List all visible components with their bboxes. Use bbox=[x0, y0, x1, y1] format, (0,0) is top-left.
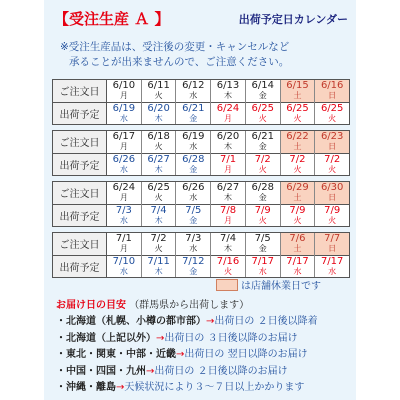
header bbox=[44, 8, 356, 28]
day-column bbox=[280, 80, 315, 124]
ship-date-cell bbox=[142, 103, 176, 124]
order-date-cell bbox=[176, 131, 210, 154]
ship-date-cell bbox=[211, 103, 245, 124]
ship-date-cell bbox=[107, 256, 141, 277]
delivery-item bbox=[56, 364, 356, 381]
order-date: 6/15 bbox=[286, 80, 309, 91]
ship-date-cell bbox=[142, 256, 176, 277]
order-date-cell bbox=[246, 233, 280, 256]
order-date-label: ご注文日 bbox=[53, 182, 106, 204]
order-date-cell bbox=[281, 182, 315, 205]
ship-date: 7/2 bbox=[254, 153, 271, 165]
order-weekday: 月 bbox=[119, 142, 128, 151]
ship-date-label: 出荷予定 bbox=[53, 102, 106, 125]
ship-date: 6/25 bbox=[251, 102, 274, 114]
ship-weekday: 木 bbox=[154, 113, 163, 123]
order-date: 7/1 bbox=[115, 233, 132, 244]
delivery-item bbox=[56, 331, 356, 348]
row-labels bbox=[53, 131, 107, 175]
page-subtitle: 出荷予定日カレンダー bbox=[238, 13, 348, 26]
legend bbox=[216, 277, 321, 292]
ship-weekday: 月 bbox=[224, 215, 233, 225]
ship-date: 6/27 bbox=[147, 153, 170, 165]
ship-date-cell bbox=[176, 256, 210, 277]
delivery-list bbox=[56, 314, 356, 397]
ship-date-cell bbox=[246, 205, 280, 226]
ship-date-cell bbox=[315, 256, 349, 277]
ship-date-cell bbox=[281, 256, 315, 277]
ship-date-cell bbox=[107, 103, 141, 124]
delivery-region: ・北海道（上記以外） bbox=[56, 332, 156, 344]
notice-line-2: 承ることが出来ませんので、ご注意ください。 bbox=[69, 56, 290, 68]
ship-weekday: 金 bbox=[189, 215, 198, 225]
ship-date-cell bbox=[176, 205, 210, 226]
delivery-title-note: （群馬県から出荷します） bbox=[129, 300, 250, 311]
delivery-region: ・沖縄・離島 bbox=[56, 382, 116, 393]
ship-weekday: 水 bbox=[293, 266, 302, 276]
order-weekday: 土 bbox=[293, 142, 302, 151]
order-weekday: 火 bbox=[154, 193, 163, 202]
ship-weekday: 火 bbox=[328, 215, 337, 225]
order-date-cell bbox=[142, 131, 176, 154]
order-date: 6/16 bbox=[320, 80, 344, 91]
page-title: 【受注生産 Ａ 】 bbox=[54, 10, 170, 28]
ship-weekday: 火 bbox=[328, 113, 337, 123]
ship-date: 6/28 bbox=[182, 153, 205, 165]
calendar-page bbox=[44, 0, 356, 400]
order-weekday: 金 bbox=[258, 193, 267, 202]
order-weekday: 水 bbox=[189, 244, 198, 253]
order-date: 7/3 bbox=[185, 233, 202, 244]
order-date-label: ご注文日 bbox=[53, 131, 106, 153]
ship-date: 6/21 bbox=[182, 102, 205, 114]
order-date-cell bbox=[315, 80, 349, 103]
order-date-cell bbox=[176, 233, 210, 256]
order-date-cell bbox=[142, 80, 176, 103]
day-column bbox=[245, 131, 280, 175]
ship-date-cell bbox=[107, 154, 141, 175]
order-date: 7/6 bbox=[289, 233, 306, 244]
day-column bbox=[107, 131, 141, 175]
day-column bbox=[107, 80, 141, 124]
order-date-cell bbox=[315, 131, 349, 154]
notice bbox=[60, 40, 350, 70]
day-column bbox=[210, 182, 245, 226]
order-weekday: 木 bbox=[224, 193, 233, 202]
ship-date-cell bbox=[176, 154, 210, 175]
legend-text: は店舗休業日です bbox=[241, 281, 321, 292]
delivery-title-main: お届け日の目安 bbox=[56, 300, 126, 311]
order-weekday: 金 bbox=[258, 142, 267, 151]
order-weekday: 火 bbox=[154, 91, 163, 100]
order-weekday: 木 bbox=[224, 91, 233, 100]
day-column bbox=[175, 182, 210, 226]
ship-weekday: 月 bbox=[224, 113, 233, 123]
ship-weekday: 火 bbox=[293, 215, 302, 225]
order-date-cell bbox=[107, 80, 141, 103]
order-date-cell bbox=[315, 182, 349, 205]
ship-date: 7/8 bbox=[219, 204, 237, 216]
order-date-cell bbox=[281, 80, 315, 103]
day-column bbox=[280, 131, 315, 175]
ship-weekday: 水 bbox=[119, 266, 128, 276]
order-weekday: 水 bbox=[189, 193, 198, 202]
arrow-icon: → bbox=[176, 349, 185, 360]
order-weekday: 日 bbox=[328, 193, 337, 202]
ship-date: 7/9 bbox=[289, 204, 306, 216]
ship-weekday: 火 bbox=[224, 266, 233, 276]
ship-weekday: 火 bbox=[328, 164, 337, 174]
order-weekday: 土 bbox=[293, 91, 302, 100]
ship-date: 7/17 bbox=[286, 255, 309, 267]
ship-weekday: 金 bbox=[189, 113, 198, 123]
order-date: 7/2 bbox=[150, 233, 167, 244]
day-column bbox=[314, 80, 349, 124]
order-date: 6/28 bbox=[251, 182, 274, 193]
day-column bbox=[210, 131, 245, 175]
ship-date-label: 出荷予定 bbox=[53, 204, 106, 227]
order-weekday: 月 bbox=[119, 244, 128, 253]
day-column bbox=[107, 233, 141, 277]
arrow-icon: → bbox=[206, 316, 215, 327]
ship-date: 6/25 bbox=[320, 102, 344, 114]
order-date-cell bbox=[142, 233, 176, 256]
order-date: 6/26 bbox=[182, 182, 205, 193]
row-labels bbox=[53, 233, 107, 277]
order-date-label: ご注文日 bbox=[53, 233, 106, 255]
delivery-desc: 天候状況により３～７日以上かかります bbox=[124, 382, 305, 393]
order-date: 6/19 bbox=[182, 131, 205, 142]
day-column bbox=[210, 80, 245, 124]
order-date: 6/11 bbox=[147, 80, 170, 91]
calendar-week bbox=[52, 181, 350, 227]
ship-date: 7/1 bbox=[219, 153, 237, 165]
delivery-desc: 出荷日の ２日後以降のお届け bbox=[154, 365, 288, 377]
ship-date-cell bbox=[211, 154, 245, 175]
order-date-label: ご注文日 bbox=[53, 80, 106, 102]
ship-weekday: 火 bbox=[293, 164, 302, 174]
ship-date: 7/17 bbox=[320, 255, 344, 267]
order-date: 6/27 bbox=[216, 182, 240, 193]
arrow-icon: → bbox=[146, 365, 155, 377]
ship-date-cell bbox=[246, 103, 280, 124]
calendar-week bbox=[52, 232, 350, 278]
order-weekday: 火 bbox=[154, 244, 163, 253]
delivery-item bbox=[56, 314, 356, 331]
delivery-desc: 出荷日の 翌日以降のお届け bbox=[184, 349, 308, 360]
delivery-desc: 出荷日の ２日後以降着 bbox=[214, 316, 318, 327]
ship-weekday: 水 bbox=[119, 164, 128, 174]
ship-date: 7/16 bbox=[216, 255, 240, 267]
order-weekday: 水 bbox=[189, 142, 198, 151]
day-column bbox=[314, 182, 349, 226]
order-date: 6/24 bbox=[112, 182, 136, 193]
delivery-region: ・中国・四国・九州 bbox=[56, 365, 146, 377]
ship-weekday: 金 bbox=[189, 164, 198, 174]
delivery-region: ・東北・関東・中部・近畿 bbox=[56, 349, 176, 360]
ship-date-cell bbox=[176, 103, 210, 124]
order-weekday: 金 bbox=[258, 244, 267, 253]
ship-date-cell bbox=[211, 256, 245, 277]
ship-date-cell bbox=[246, 256, 280, 277]
order-weekday: 土 bbox=[293, 244, 302, 253]
order-weekday: 木 bbox=[224, 142, 233, 151]
order-date-cell bbox=[315, 233, 349, 256]
ship-date: 7/10 bbox=[112, 255, 136, 267]
order-date-cell bbox=[281, 131, 315, 154]
ship-date: 6/26 bbox=[112, 153, 136, 165]
order-date-cell bbox=[211, 233, 245, 256]
ship-date: 6/24 bbox=[216, 102, 240, 114]
day-column bbox=[141, 182, 176, 226]
order-date: 6/21 bbox=[251, 131, 274, 142]
day-column bbox=[280, 233, 315, 277]
order-date-cell bbox=[246, 131, 280, 154]
order-date: 6/20 bbox=[216, 131, 240, 142]
order-date-cell bbox=[211, 131, 245, 154]
ship-date-label: 出荷予定 bbox=[53, 255, 106, 278]
order-date: 6/30 bbox=[320, 182, 344, 193]
ship-date: 6/25 bbox=[286, 102, 309, 114]
day-column bbox=[141, 131, 176, 175]
ship-weekday: 木 bbox=[154, 164, 163, 174]
order-weekday: 火 bbox=[154, 142, 163, 151]
order-date: 7/4 bbox=[219, 233, 237, 244]
order-weekday: 金 bbox=[258, 91, 267, 100]
order-date-cell bbox=[176, 182, 210, 205]
order-weekday: 木 bbox=[224, 244, 233, 253]
order-date-cell bbox=[211, 80, 245, 103]
order-weekday: 月 bbox=[119, 193, 128, 202]
ship-date: 6/19 bbox=[112, 102, 136, 114]
arrow-icon: → bbox=[156, 332, 165, 344]
ship-date-cell bbox=[107, 205, 141, 226]
order-date-cell bbox=[107, 233, 141, 256]
order-date: 6/10 bbox=[112, 80, 136, 91]
ship-date: 7/12 bbox=[182, 255, 205, 267]
day-column bbox=[175, 233, 210, 277]
ship-date: 7/17 bbox=[251, 255, 274, 267]
order-date: 7/7 bbox=[324, 233, 341, 244]
order-date-cell bbox=[246, 80, 280, 103]
day-column bbox=[141, 233, 176, 277]
order-date: 7/5 bbox=[254, 233, 271, 244]
ship-date: 6/20 bbox=[147, 102, 170, 114]
ship-date-cell bbox=[281, 205, 315, 226]
order-weekday: 日 bbox=[328, 91, 337, 100]
calendar-week bbox=[52, 79, 350, 125]
ship-date-cell bbox=[315, 205, 349, 226]
order-date: 6/23 bbox=[320, 131, 344, 142]
row-labels bbox=[53, 80, 107, 124]
ship-weekday: 木 bbox=[154, 266, 163, 276]
ship-weekday: 水 bbox=[119, 215, 128, 225]
delivery-item bbox=[56, 380, 356, 397]
ship-date: 7/11 bbox=[147, 255, 170, 267]
ship-date: 7/2 bbox=[289, 153, 306, 165]
ship-date: 7/3 bbox=[115, 204, 132, 216]
ship-date-cell bbox=[315, 154, 349, 175]
order-date: 6/25 bbox=[147, 182, 170, 193]
order-date: 6/14 bbox=[251, 80, 274, 91]
order-weekday: 水 bbox=[189, 91, 198, 100]
day-column bbox=[107, 182, 141, 226]
ship-date-cell bbox=[281, 154, 315, 175]
ship-weekday: 火 bbox=[258, 113, 267, 123]
ship-weekday: 火 bbox=[293, 113, 302, 123]
notice-line-1: ※受注生産品は、受注後の変更・キャンセルなど bbox=[60, 41, 290, 53]
calendar-week bbox=[52, 130, 350, 176]
order-weekday: 日 bbox=[328, 142, 337, 151]
delivery-item bbox=[56, 347, 356, 364]
order-weekday: 月 bbox=[119, 91, 128, 100]
order-date: 6/22 bbox=[286, 131, 309, 142]
ship-date-cell bbox=[315, 103, 349, 124]
order-weekday: 土 bbox=[293, 193, 302, 202]
day-column bbox=[280, 182, 315, 226]
ship-date-label: 出荷予定 bbox=[53, 153, 106, 176]
day-column bbox=[245, 182, 280, 226]
day-column bbox=[314, 233, 349, 277]
order-date-cell bbox=[107, 182, 141, 205]
day-column bbox=[141, 80, 176, 124]
order-date-cell bbox=[246, 182, 280, 205]
ship-weekday: 金 bbox=[189, 266, 198, 276]
ship-date: 7/5 bbox=[185, 204, 202, 216]
day-column bbox=[175, 80, 210, 124]
arrow-icon: → bbox=[116, 382, 125, 393]
order-date: 6/13 bbox=[216, 80, 240, 91]
order-date: 6/12 bbox=[182, 80, 205, 91]
day-column bbox=[314, 131, 349, 175]
ship-date-cell bbox=[142, 205, 176, 226]
day-column bbox=[245, 80, 280, 124]
ship-date: 7/2 bbox=[324, 153, 341, 165]
order-date: 6/17 bbox=[112, 131, 136, 142]
ship-weekday: 水 bbox=[328, 266, 337, 276]
day-column bbox=[175, 131, 210, 175]
ship-weekday: 水 bbox=[119, 113, 128, 123]
ship-date-cell bbox=[281, 103, 315, 124]
holiday-swatch bbox=[216, 279, 238, 291]
order-date-cell bbox=[281, 233, 315, 256]
order-date: 6/29 bbox=[286, 182, 309, 193]
ship-date: 7/9 bbox=[254, 204, 271, 216]
delivery-desc: 出荷日の ３日後以降のお届け bbox=[164, 332, 298, 344]
order-date: 6/18 bbox=[147, 131, 170, 142]
day-column bbox=[210, 233, 245, 277]
ship-date-cell bbox=[211, 205, 245, 226]
ship-date: 7/4 bbox=[150, 204, 167, 216]
ship-date: 7/9 bbox=[324, 204, 341, 216]
day-column bbox=[245, 233, 280, 277]
order-date-cell bbox=[142, 182, 176, 205]
row-labels bbox=[53, 182, 107, 226]
ship-weekday: 水 bbox=[258, 266, 267, 276]
ship-weekday: 月 bbox=[224, 164, 233, 174]
order-date-cell bbox=[107, 131, 141, 154]
order-date-cell bbox=[176, 80, 210, 103]
ship-weekday: 火 bbox=[258, 164, 267, 174]
order-weekday: 日 bbox=[328, 244, 337, 253]
delivery-title bbox=[56, 296, 249, 311]
ship-weekday: 火 bbox=[258, 215, 267, 225]
ship-date-cell bbox=[246, 154, 280, 175]
ship-weekday: 木 bbox=[154, 215, 163, 225]
order-date-cell bbox=[211, 182, 245, 205]
delivery-region: ・北海道（札幌、小樽の都市部） bbox=[56, 316, 206, 327]
ship-date-cell bbox=[142, 154, 176, 175]
